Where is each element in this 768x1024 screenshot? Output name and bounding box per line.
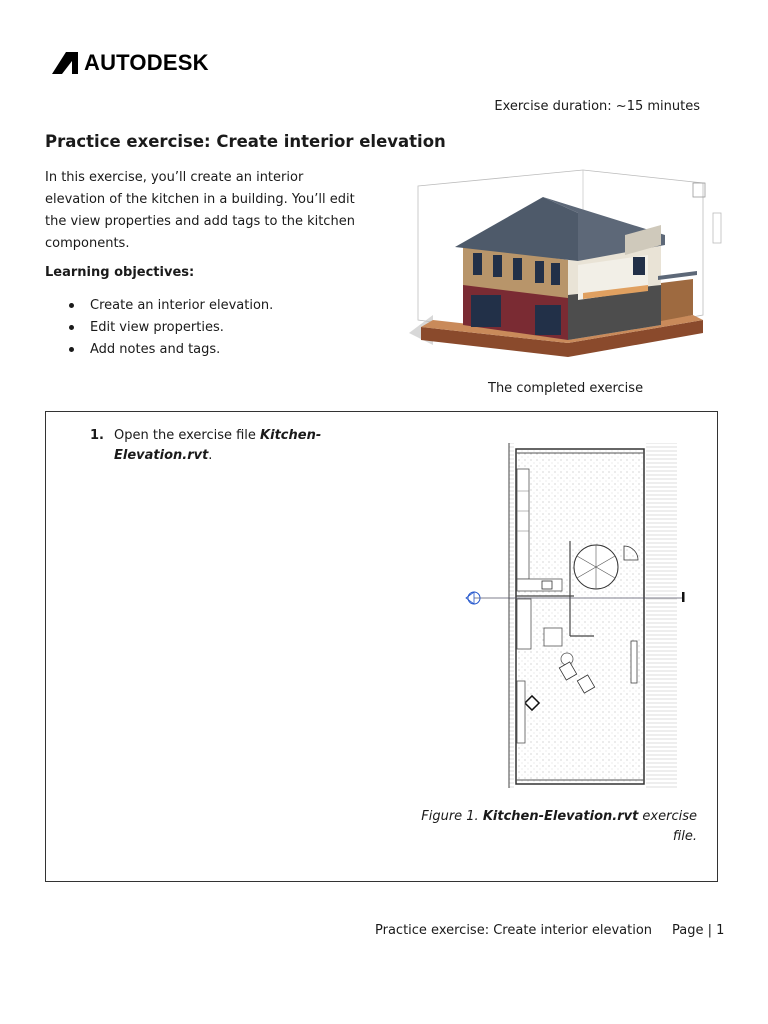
step-box [45, 411, 718, 882]
page-number: Page | 1 [672, 923, 725, 938]
completed-house-3d-image [403, 165, 725, 363]
figure-label: Figure 1. [421, 809, 483, 824]
intro-paragraph: In this exercise, you’ll create an interior elevation of the kitchen in a building. You’ll edit the view properties and add tags to the kitchen components. [45, 170, 355, 251]
step-text [90, 426, 330, 466]
figure-1-caption [417, 807, 697, 847]
figure-file-name: Kitchen-Elevation.rvt [482, 809, 639, 824]
step-text-prefix: Open the exercise file [114, 428, 261, 443]
completed-exercise-caption: The completed exercise [488, 381, 644, 396]
figure-suffix: exercise file. [638, 809, 697, 844]
objectives-heading: Learning objectives: [45, 265, 195, 280]
step-file-name: Kitchen-Elevation.rvt [114, 428, 322, 463]
objectives-list [45, 295, 273, 361]
floor-plan-image [464, 441, 699, 796]
step-1 [90, 426, 330, 466]
autodesk-wordmark: AUTODESK [84, 50, 209, 75]
autodesk-logo-mark-icon [52, 52, 78, 74]
step-text-suffix: . [208, 448, 213, 463]
step-number: 1. [90, 428, 104, 443]
objective-item: Edit view properties. [45, 317, 273, 339]
exercise-duration: Exercise duration: ~15 minutes [494, 99, 700, 114]
objective-item: Add notes and tags. [45, 339, 273, 361]
page-title: Practice exercise: Create interior elevation [45, 132, 446, 151]
footer-title: Practice exercise: Create interior elevation [375, 923, 653, 938]
autodesk-logo [52, 50, 209, 76]
objective-item: Create an interior elevation. [45, 295, 273, 317]
